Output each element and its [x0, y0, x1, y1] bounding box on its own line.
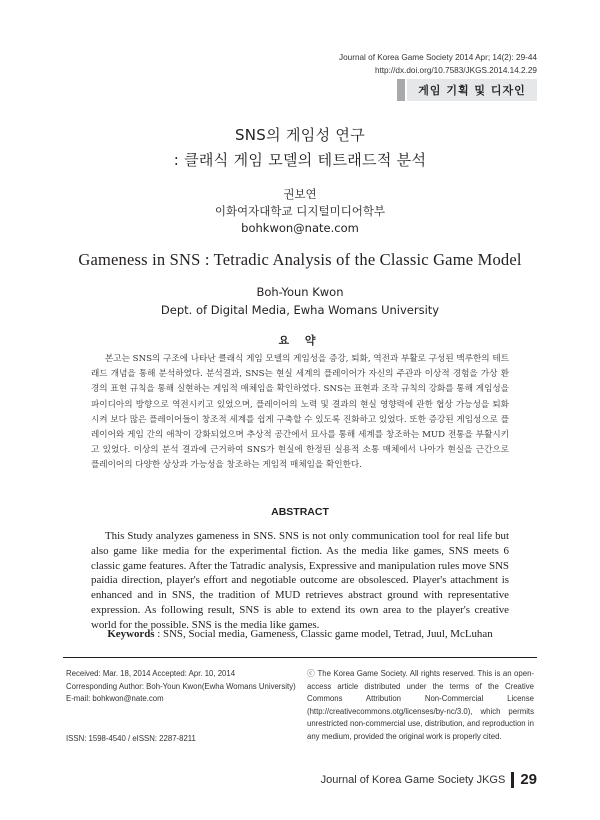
author-ko-email: bohkwon@nate.com [241, 221, 359, 235]
abstract-en-text: This Study analyzes gameness in SNS. SNS is not only communication tool for real life but also game like media for the experimental fiction. As the media like games, SNS meets 6 classic game features. After the Tatradic analysis, Expressive and manipulation rules move SNS paidia direction, player's effort and negotiable outcome are obsolesced. Player's attachment is enhanced and in SNS, the tradition of MUD retrieves abstract ground with representative expression. As following result, SNS is able to extend its own area to the player's creative world for the possible. SNS is the media like games. [91, 530, 509, 631]
author-en-affiliation: Dept. of Digital Media, Ewha Womans University [160, 303, 440, 317]
title-en: Gameness in SNS : Tetradic Analysis of the Classic Game Model [78, 250, 522, 269]
footer-left [66, 668, 301, 706]
category-label: 게임 기획 및 디자인 [407, 79, 537, 101]
footer-divider [63, 657, 537, 658]
corresponding-email: E-mail: bohkwon@nate.com [66, 694, 164, 703]
abstract-ko-heading: 요 약 [278, 334, 322, 347]
keywords-text: SNS, Social media, Gameness, Classic game model, Tetrad, Juul, McLuhan [163, 628, 493, 640]
title-ko-line1: SNS의 게임성 연구 [234, 126, 366, 144]
abstract-en-heading: ABSTRACT [271, 506, 329, 518]
page-number: 29 [520, 771, 537, 788]
keywords-line: Keywords : SNS, Social media, Gameness, Classic game model, Tetrad, Juul, McLuhan [107, 628, 493, 640]
title-ko-line2: : 클래식 게임 모델의 테트래드적 분석 [173, 151, 427, 169]
received-dates: Received: Mar. 18, 2014 Accepted: Apr. 10, 2014 [66, 669, 236, 678]
running-header [339, 51, 537, 77]
journal-name: Journal of Korea Game Society JKGS [320, 773, 506, 786]
citation: Journal of Korea Game Society 2014 Apr; 14(2): 29-44 [339, 53, 537, 62]
abstract-ko-text: 본고는 SNS의 구조에 나타난 클래식 게임 모델의 게임성을 증강, 퇴화, 역전과 부활로 구성된 맥루한의 테트래드 개념을 통해 분석하였다. 분석결과, SNS는 현실 세계의 플레이어가 자신의 주관과 이상적 경험을 가상 환경의 표현 규칙을 통해 실현하는 게임적 매체임을 확인하였다. SNS는 표현과 조작 규칙의 강화를 통해 게임성을 파이디아의 방향으로 역전시키고 있었으며, 플레이어의 노력 및 결과의 현실 영향력에 관한 협상 가능성을 퇴화시켜 보다 많은 플레이어들이 창조적 세계를 쉽게 구축할 수 있도록 진화하고 있었다. 또한 증강된 게임성으로 플레이어와 게임 간의 애착이 강화되었으며 추상적 공간에서 묘사를 통해 세계를 창조하는 MUD 전통을 부활시키고 있었다. 이상의 분석 결과에 근거하여 SNS가 현실에 한정된 실용적 소통 매체에서 나아가 현실을 근간으로 플레이어의 다양한 상상과 가능성을 창조하는 게임적 매체임을 확인한다. [91, 354, 509, 471]
footer-separator [511, 772, 514, 788]
category-banner [397, 79, 537, 101]
author-en-name: Boh-Youn Kwon [256, 285, 344, 299]
doi-link[interactable]: http://dx.doi.org/10.7583/JKGS.2014.14.2.29 [374, 66, 537, 75]
author-ko-name: 권보연 [283, 187, 317, 201]
author-ko-affiliation: 이화여자대학교 디지털미디어학부 [214, 204, 386, 218]
page-footer [321, 771, 537, 788]
corresponding-author: Corresponding Author: Boh-Youn Kwon(Ewha Womans University) [66, 681, 296, 691]
license-text: ⓒ The Korea Game Society. All rights reserved. This is an open-access article distributed under the terms of the Creative Commons Attribution Non-Commercial License (http://creativecommons.otg/licenses/by-nc/3.0), which permits unrestricted non-commercial use, distribution, and reproduction in any medium, provided the original work is properly cited. [307, 669, 534, 741]
keywords-label: Keywords [107, 628, 155, 640]
issn: ISSN: 1598-4540 / eISSN: 2287-8211 [66, 734, 196, 743]
category-marker [397, 79, 405, 101]
